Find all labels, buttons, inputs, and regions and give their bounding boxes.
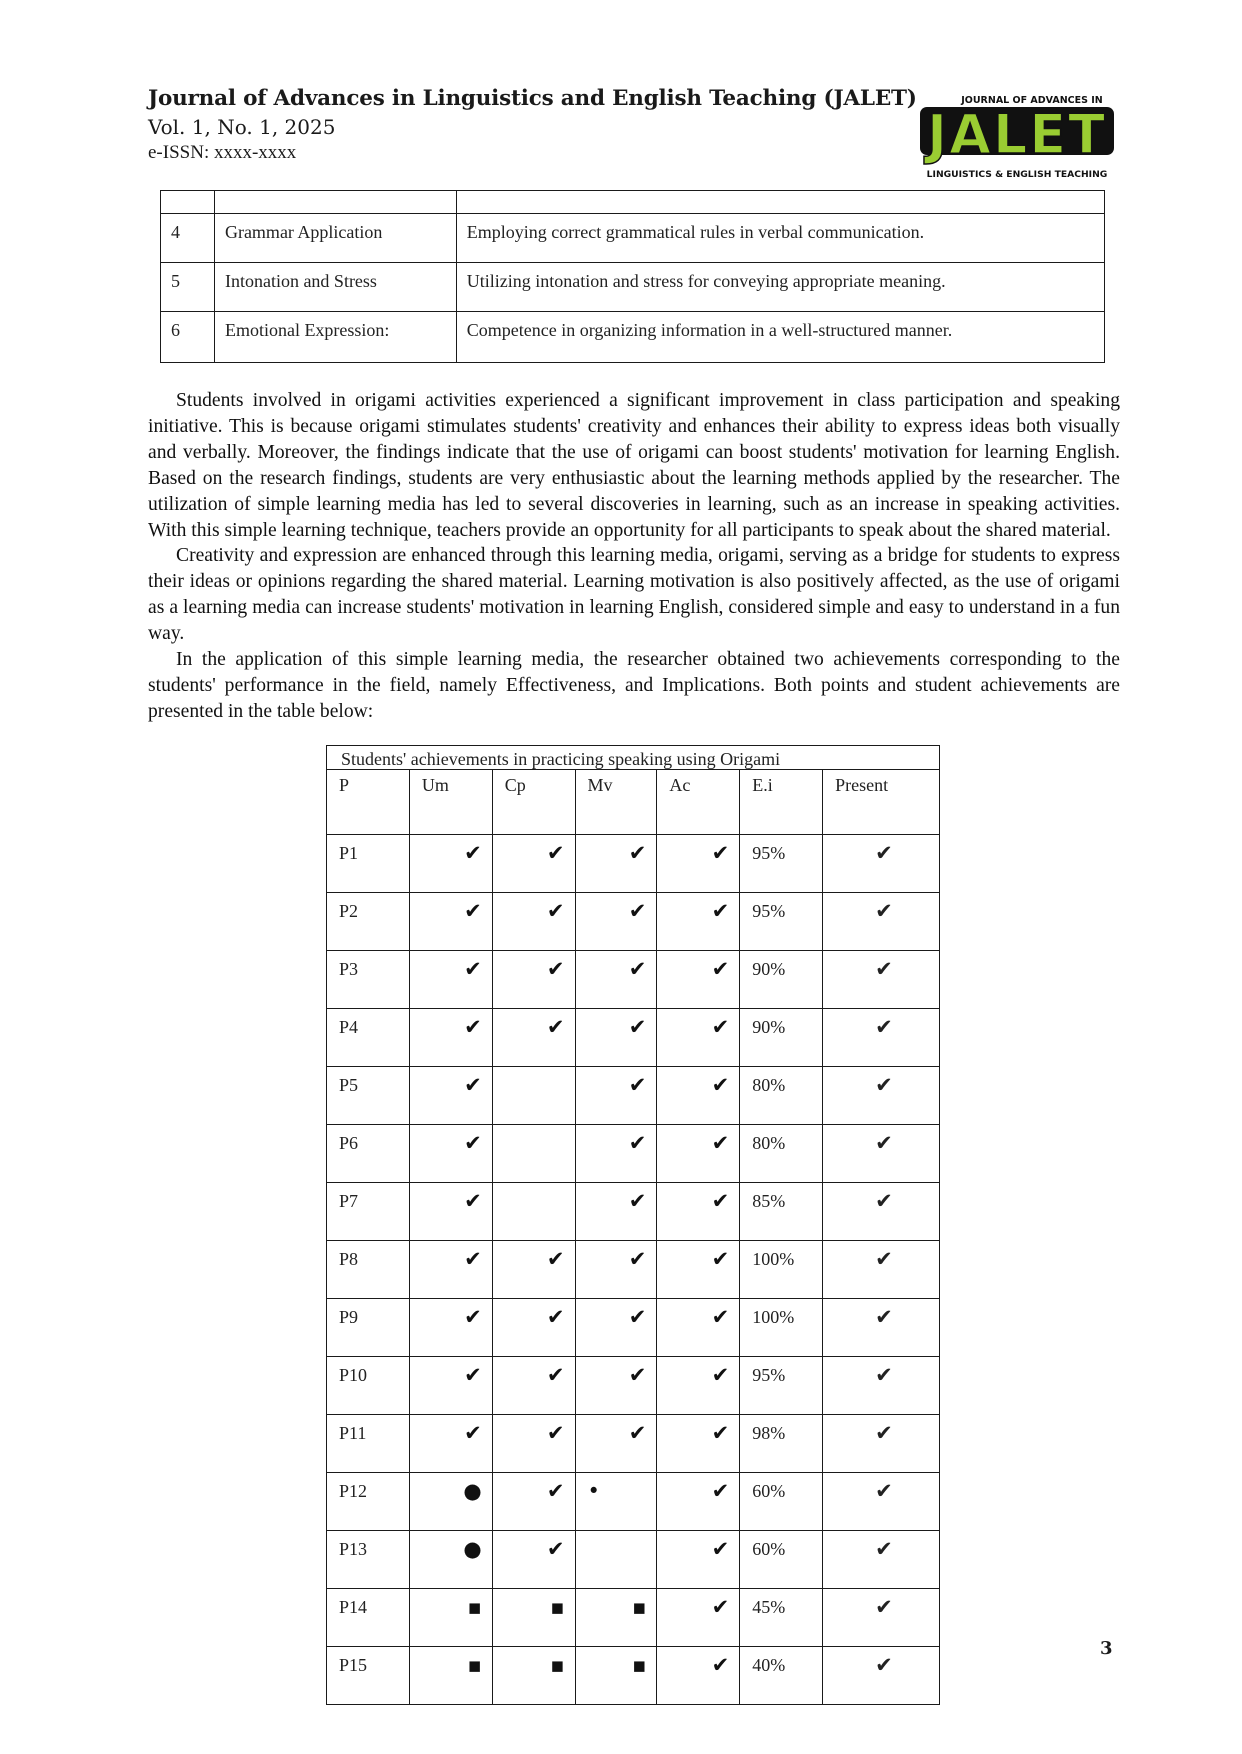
table-caption: Students' achievements in practicing speaking using Origami [327,746,940,770]
cell-mv: ✔ [575,835,657,893]
cell-cp [492,1183,575,1241]
cell-um: ✔ [409,1009,492,1067]
cell-mv: ✔ [575,1357,657,1415]
cell-ac: ✔ [657,1241,740,1299]
cell-p: P12 [327,1473,410,1531]
cell-mv: ✔ [575,893,657,951]
cell-mv: ▪ [575,1589,657,1647]
journal-issn: e-ISSN: xxxx-xxxx [148,142,297,163]
header-ei: E.i [740,770,823,835]
criteria-row [161,263,1105,312]
cell-cp: ✔ [492,1415,575,1473]
cell-p: P5 [327,1067,410,1125]
cell-mv: ✔ [575,1125,657,1183]
criteria-description: Competence in organizing information in a well-structured manner. [456,312,1104,363]
cell-um: ✔ [409,951,492,1009]
cell-um: ✔ [409,1183,492,1241]
cell-ac: ✔ [657,1299,740,1357]
cell-ei: 95% [740,1357,823,1415]
criteria-aspect: Intonation and Stress [214,263,456,312]
cell-present: ✔ [823,1473,940,1531]
criteria-description: Utilizing intonation and stress for conveying appropriate meaning. [456,263,1104,312]
cell-ei: 60% [740,1473,823,1531]
cell-present: ✔ [823,835,940,893]
cell-um: ✔ [409,1241,492,1299]
cell-p: P14 [327,1589,410,1647]
cell-present: ✔ [823,1183,940,1241]
cell-p: P6 [327,1125,410,1183]
cell-ei: 85% [740,1183,823,1241]
cell-cp: ✔ [492,1473,575,1531]
table-row [327,1357,940,1415]
cell-ac: ✔ [657,1647,740,1705]
cell-mv: ✔ [575,951,657,1009]
cell-ei: 60% [740,1531,823,1589]
cell-ac: ✔ [657,1125,740,1183]
cell-cp: ✔ [492,893,575,951]
cell-cp: ▪ [492,1589,575,1647]
cell-um: ✔ [409,1067,492,1125]
header-p: P [327,770,410,835]
cell-cp: ✔ [492,1009,575,1067]
paragraph: Creativity and expression are enhanced through this learning media, origami, serving as a bridge for students to express their ideas or opinions regarding the shared material. Learning motivation is also positively affected, as the use of origami as a learning media can increase students' motivation in learning English, considered simple and easy to understand in a fun way. [148,545,1120,645]
cell-ac: ✔ [657,835,740,893]
cell-cp: ✔ [492,951,575,1009]
cell-cp: ✔ [492,835,575,893]
criteria-description: Employing correct grammatical rules in verbal communication. [456,214,1104,263]
table-row [327,1531,940,1589]
logo-main-text: JALET [926,103,1108,166]
table-row [327,893,940,951]
cell-um: ▪ [409,1589,492,1647]
journal-title: Journal of Advances in Linguistics and English Teaching (JALET) [148,86,917,111]
cell-present: ✔ [823,1241,940,1299]
table-row [327,1067,940,1125]
cell-mv: ▪ [575,1647,657,1705]
cell-ei: 90% [740,951,823,1009]
cell-p: P1 [327,835,410,893]
cell-p: P15 [327,1647,410,1705]
cell-um: ● [409,1473,492,1531]
cell-cp: ✔ [492,1357,575,1415]
cell-ei: 80% [740,1067,823,1125]
cell-mv: ✔ [575,1415,657,1473]
cell-present: ✔ [823,1125,940,1183]
cell-present: ✔ [823,1589,940,1647]
cell-ei: 90% [740,1009,823,1067]
table-row [327,951,940,1009]
cell-ei: 98% [740,1415,823,1473]
header-mv: Mv [575,770,657,835]
cell-present: ✔ [823,1531,940,1589]
cell-p: P4 [327,1009,410,1067]
criteria-row-continued [161,191,1105,214]
cell-mv: ✔ [575,1241,657,1299]
paragraph: Students involved in origami activities experienced a significant improvement in class participation and speaking initiative. This is because origami stimulates students' creativity and enhances their ability to express ideas both visually and verbally. Moreover, the findings indicate that the use of origami can boost students' motivation for learning English. Based on the research findings, students are very enthusiastic about the learning methods applied by the researcher. The utilization of simple learning media has led to several discoveries in learning, such as an increase in speaking activities. With this simple learning technique, teachers provide an opportunity for all participants to speak about the shared material. [148,390,1120,541]
cell-mv [575,1531,657,1589]
cell-cp: ✔ [492,1299,575,1357]
cell-um: ✔ [409,1125,492,1183]
cell-ac: ✔ [657,951,740,1009]
cell-p: P8 [327,1241,410,1299]
cell-um: ▪ [409,1647,492,1705]
cell-cp: ✔ [492,1531,575,1589]
logo-bottom-text: LINGUISTICS & ENGLISH TEACHING [926,169,1108,180]
cell-ei: 100% [740,1241,823,1299]
table-row [327,1009,940,1067]
table-row [327,1473,940,1531]
cell-cp: ✔ [492,1241,575,1299]
logo-top-text: JOURNAL OF ADVANCES IN [961,95,1103,106]
cell-mv: ✔ [575,1067,657,1125]
cell-ac: ✔ [657,1183,740,1241]
cell-mv: • [575,1473,657,1531]
page-number: 3 [1100,1638,1113,1659]
cell-um: ✔ [409,1357,492,1415]
table-header-row [327,770,940,835]
cell-ei: 95% [740,893,823,951]
criteria-row [161,214,1105,263]
table-row [327,835,940,893]
achievements-table [326,745,940,1705]
cell-um: ✔ [409,1299,492,1357]
paragraph: In the application of this simple learning media, the researcher obtained two achievements corresponding to the students' performance in the field, namely Effectiveness, and Implications. Both points and student achievements are presented in the table below: [148,649,1120,722]
cell-ac: ✔ [657,1531,740,1589]
cell-ac: ✔ [657,1589,740,1647]
header-um: Um [409,770,492,835]
cell-present: ✔ [823,1299,940,1357]
cell-ac: ✔ [657,1009,740,1067]
table-row [327,1183,940,1241]
cell-um: ✔ [409,1415,492,1473]
cell-p: P2 [327,893,410,951]
cell-present: ✔ [823,1067,940,1125]
cell-present: ✔ [823,1415,940,1473]
cell-cp [492,1125,575,1183]
table-row [327,1125,940,1183]
cell-p: P3 [327,951,410,1009]
cell-present: ✔ [823,893,940,951]
cell-ac: ✔ [657,1067,740,1125]
cell-ei: 80% [740,1125,823,1183]
criteria-no: 5 [161,263,215,312]
cell-mv: ✔ [575,1183,657,1241]
journal-volume: Vol. 1, No. 1, 2025 [148,115,336,139]
cell-ei: 95% [740,835,823,893]
table-row [327,1415,940,1473]
cell-p: P11 [327,1415,410,1473]
cell-um: ● [409,1531,492,1589]
cell-p: P13 [327,1531,410,1589]
cell-ac: ✔ [657,1473,740,1531]
cell-ac: ✔ [657,1415,740,1473]
cell-ei: 40% [740,1647,823,1705]
cell-cp: ▪ [492,1647,575,1705]
criteria-aspect: Grammar Application [214,214,456,263]
table-row [327,1589,940,1647]
cell-ei: 100% [740,1299,823,1357]
criteria-no: 6 [161,312,215,363]
cell-ac: ✔ [657,1357,740,1415]
criteria-row [161,312,1105,363]
cell-ac: ✔ [657,893,740,951]
cell-present: ✔ [823,1357,940,1415]
header-present: Present [823,770,940,835]
cell-ei: 45% [740,1589,823,1647]
cell-mv: ✔ [575,1009,657,1067]
table-row [327,1241,940,1299]
jalet-logo [918,95,1116,181]
cell-p: P9 [327,1299,410,1357]
body-text [148,388,1120,725]
header-ac: Ac [657,770,740,835]
header-cp: Cp [492,770,575,835]
cell-um: ✔ [409,893,492,951]
cell-present: ✔ [823,951,940,1009]
criteria-no: 4 [161,214,215,263]
cell-present: ✔ [823,1009,940,1067]
table-row [327,1647,940,1705]
criteria-table [160,190,1105,363]
cell-um: ✔ [409,835,492,893]
cell-p: P7 [327,1183,410,1241]
cell-p: P10 [327,1357,410,1415]
cell-mv: ✔ [575,1299,657,1357]
cell-cp [492,1067,575,1125]
cell-present: ✔ [823,1647,940,1705]
criteria-aspect: Emotional Expression: [214,312,456,363]
table-row [327,1299,940,1357]
